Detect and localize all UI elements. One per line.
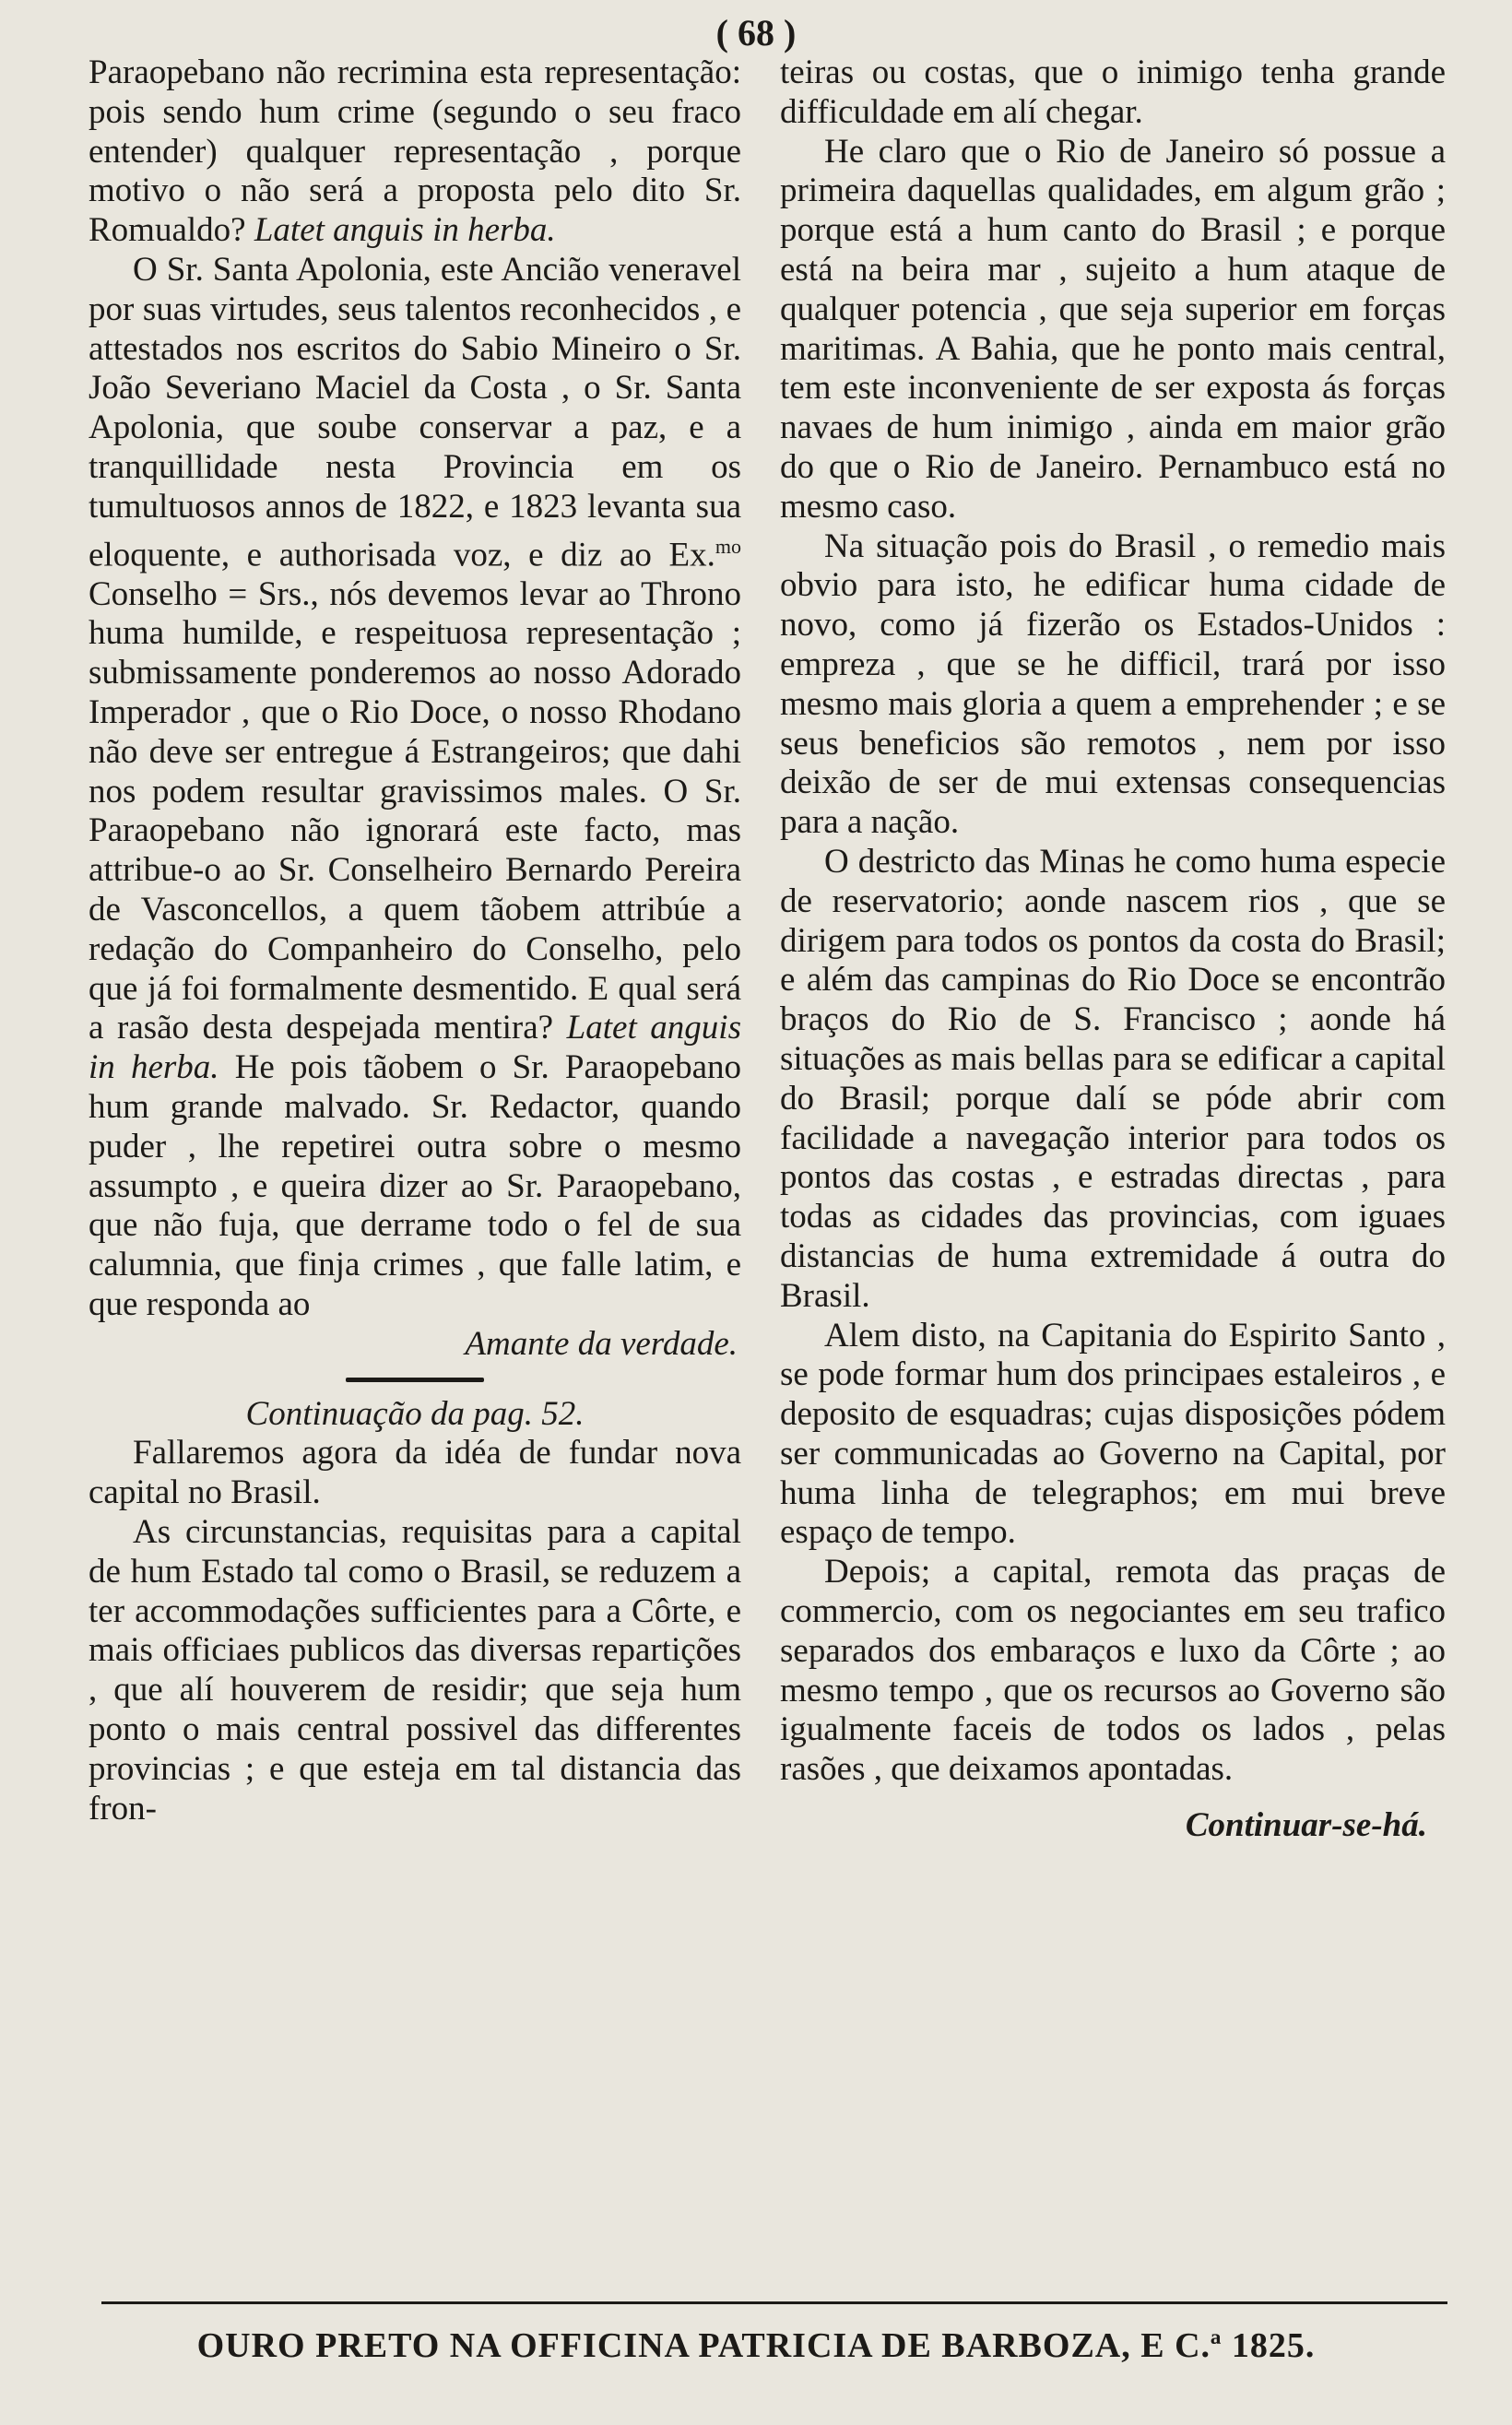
superscript: mo [715,534,741,558]
signature: Amante da verdade. [465,1324,738,1363]
paragraph: He claro que o Rio de Janeiro só possue a primeira daquellas qualidades, em algum grão ; porque está a hum canto do Brasil ; e porque está na beira mar , sujeito a hum ataque de qualquer potencia , que seja superior em forças maritimas. A Bahia, que he ponto mais central, tem este inconveniente de ser exposta ás forças navaes de hum inimigo , ainda em maior grão do que o Rio de Janeiro. Pernambuco está no mesmo caso. [780,132,1446,526]
paragraph: As circunstancias, requisitas para a capital de hum Estado tal como o Brasil, se reduzem a ter accommodações sufficientes para a Côrte, e mais officiaes publicos das diversas repartições , que alí houverem de residir; que seja hum ponto o mais central possivel das differentes provincias ; e que esteja em tal distancia das fron- [89,1513,741,1828]
left-column [89,53,741,1828]
paragraph: Alem disto, na Capitania do Espirito Santo , se pode formar hum dos principaes estaleiros , e deposito de esquadras; cujas disposições pódem ser communicadas ao Governo na Capital, por huma linha de telegraphos; em mui breve espaço de tempo. [780,1316,1446,1552]
paragraph: O Sr. Santa Apolonia, este Ancião veneravel por suas virtudes, seus talentos reconhecidos , e attestados nos escritos do Sabio Mineiro o Sr. João Severiano Maciel da Costa , o Sr. Santa Apolonia, que soube conservar a paz, e a tranquillidade nesta Provincia em os tumultuosos annos de 1822, e 1823 levanta sua eloquente, e authorisada voz, e diz ao Ex.$^{mo}$ Conselho = Srs., nós devemos levar ao Throno huma humilde, e respeituosa representação ; submissamente ponderemos ao nosso Adorado Imperador , que o Rio Doce, o nosso Rhodano não deve ser entregue á Estrangeiros; que dahi nos podem resultar gravissimos males. O Sr. Paraopebano não ignorará este facto, mas attribue-o ao Sr. Conselheiro Bernardo Pereira de Vasconcellos, a quem tãobem attribúe a redação do Companheiro do Conselho, pelo que já foi formalmente desmentido. E qual será a rasão desta despejada mentira? Latet anguis in herba. He pois tãobem o Sr. Paraopebano hum grande malvado. Sr. Redactor, quando puder , lhe repetirei outra sobre o mesmo assumpto , e queira dizer ao Sr. Paraopebano, que não fuja, que derrame todo o fel de sua calumnia, que finja crimes , que falle latim, e que responda ao [89,250,741,1324]
paragraph: O destricto das Minas he como huma especie de reservatorio; aonde nascem rios , que se dirigem para todos os pontos da costa do Brasil; e além das campinas do Rio Doce se encontrão braços do Rio de S. Francisco ; aonde há situações as mais bellas para se edificar a capital do Brasil; porque dalí se póde abrir com facilidade a navegação interior para todos os pontos das costas , e estradas directas , para todas as cidades das provincias, com iguaes distancias de huma extremidade á outra do Brasil. [780,842,1446,1315]
latin-quote: Latet anguis in herba. [89,1009,741,1087]
paragraph: teiras ou costas, que o inimigo tenha grande difficuldade em alí chegar. [780,53,1446,131]
page-number: ( 68 ) [715,12,797,53]
printer-imprint: OURO PRETO NA OFFICINA PATRICIA DE BARBOZA, E C.ª 1825. [196,2326,1316,2365]
footer-divider [101,2301,1447,2304]
paragraph: Depois; a capital, remota das praças de commercio, com os negociantes em seu trafico separados dos embaraços e luxo da Côrte ; ao mesmo tempo , que os recursos ao Governo são igualmente faceis de todos os lados , pelas rasões , que deixamos apontadas. [780,1553,1446,1789]
paragraph: Fallaremos agora da idéa de fundar nova capital no Brasil. [89,1434,741,1512]
latin-quote: Latet anguis in herba. [254,211,556,250]
section-heading: Continuação da pag. 52. [245,1394,585,1433]
right-column [780,53,1446,1846]
continuation-note: Continuar-se-há. [1185,1806,1427,1845]
paragraph: Paraopebano não recrimina esta representação: pois sendo hum crime (segundo o seu fraco entender) qualquer representação , porque motivo o não será a proposta pelo dito Sr. Romualdo? Latet anguis in herba. [89,53,741,250]
paragraph: Na situação pois do Brasil , o remedio mais obvio para isto, he edificar huma cidade de novo, como já fizerão os Estados-Unidos : empreza , que se he difficil, trará por isso mesmo mais gloria a quem a emprehender ; e se seus beneficios são remotos , nem por isso deixão de ser de mui extensas consequencias para a nação. [780,526,1446,842]
divider [346,1378,484,1382]
